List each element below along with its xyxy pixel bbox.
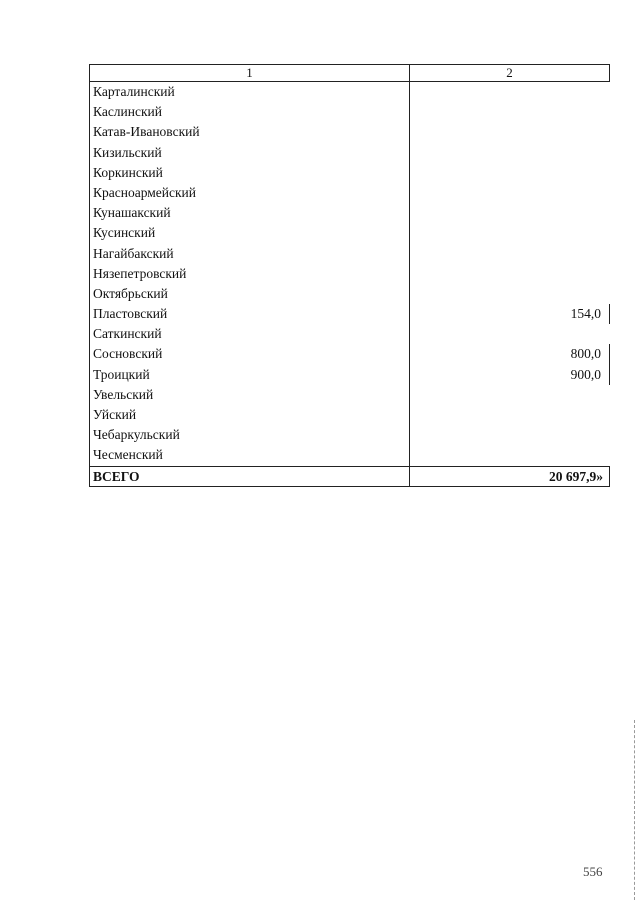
district-name: Увельский (90, 385, 410, 405)
district-value: 154,0 (410, 304, 610, 324)
district-name: Катав-Ивановский (90, 122, 410, 142)
district-value (410, 163, 610, 183)
header-col-1: 1 (90, 65, 410, 81)
district-value (410, 425, 610, 445)
district-value (410, 324, 610, 344)
district-value (410, 284, 610, 304)
table-body (90, 82, 610, 466)
table-row (90, 223, 610, 243)
district-name: Каслинский (90, 102, 410, 122)
page-number: 556 (583, 864, 603, 879)
district-value: 900,0 (410, 365, 610, 385)
table-row (90, 102, 610, 122)
district-name: Коркинский (90, 163, 410, 183)
district-name: Октябрьский (90, 284, 410, 304)
district-name: Красноармейский (90, 183, 410, 203)
district-name: Кунашакский (90, 203, 410, 223)
table-row (90, 183, 610, 203)
district-value (410, 264, 610, 284)
district-value (410, 244, 610, 264)
total-row (90, 466, 610, 486)
district-name: Саткинский (90, 324, 410, 344)
district-name: Карталинский (90, 82, 410, 102)
district-value: 800,0 (410, 344, 610, 364)
district-name: Сосновский (90, 344, 410, 364)
district-name: Нязепетровский (90, 264, 410, 284)
scan-edge-mark (634, 720, 636, 900)
table-row (90, 203, 610, 223)
table-row (90, 143, 610, 163)
table-row (90, 425, 610, 445)
district-value (410, 183, 610, 203)
table-row (90, 82, 610, 102)
district-value (410, 143, 610, 163)
district-name: Кусинский (90, 223, 410, 243)
table-row (90, 122, 610, 142)
district-value (410, 82, 610, 102)
district-name: Чесменский (90, 445, 410, 465)
table-row (90, 163, 610, 183)
table-row (90, 445, 610, 465)
table-header (90, 65, 610, 82)
table-row (90, 304, 610, 324)
table-row (90, 365, 610, 385)
allocation-table (89, 64, 610, 487)
table-row (90, 344, 610, 364)
total-label: ВСЕГО (90, 467, 410, 486)
district-value (410, 203, 610, 223)
district-name: Уйский (90, 405, 410, 425)
district-name: Кизильский (90, 143, 410, 163)
district-name: Чебаркульский (90, 425, 410, 445)
district-value (410, 122, 610, 142)
district-value (410, 445, 610, 465)
table-row (90, 385, 610, 405)
district-value (410, 385, 610, 405)
header-col-2: 2 (410, 65, 610, 81)
total-value: 20 697,9» (410, 467, 610, 486)
table-row (90, 284, 610, 304)
district-value (410, 223, 610, 243)
table-row (90, 264, 610, 284)
district-value (410, 405, 610, 425)
district-name: Нагайбакский (90, 244, 410, 264)
district-value (410, 102, 610, 122)
table-row (90, 244, 610, 264)
district-name: Троицкий (90, 365, 410, 385)
table-row (90, 405, 610, 425)
table-row (90, 324, 610, 344)
district-name: Пластовский (90, 304, 410, 324)
